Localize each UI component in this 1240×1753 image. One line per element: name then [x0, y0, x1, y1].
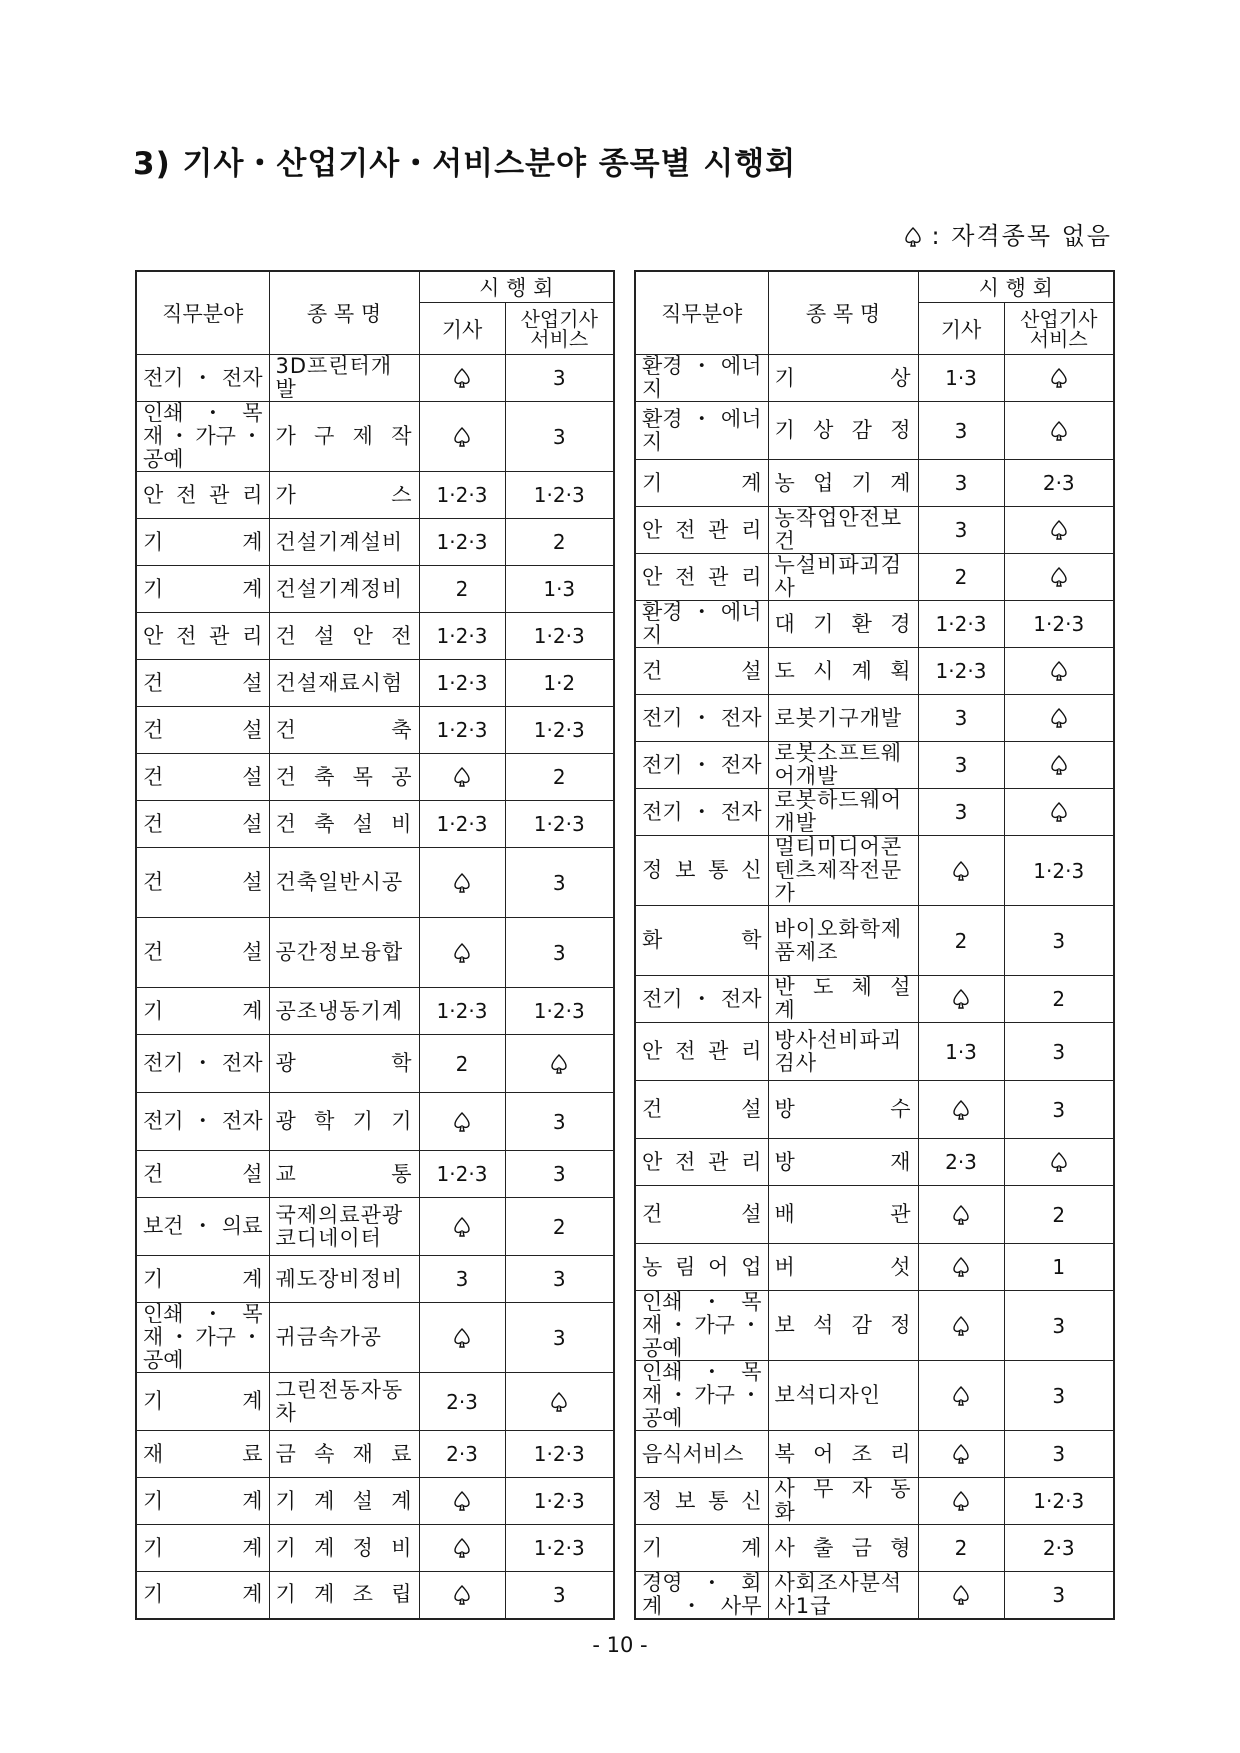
name-cell: 건 축 목 공 — [269, 754, 419, 801]
industrial-cell: 3 — [505, 918, 614, 988]
industrial-cell: 3 — [1004, 1431, 1114, 1478]
gisa-cell — [918, 1572, 1004, 1620]
spade-outline-icon — [453, 942, 471, 964]
table-row — [136, 1478, 614, 1525]
table-row — [136, 613, 614, 660]
name-cell: 궤도장비정비 — [269, 1256, 419, 1303]
industrial-cell: 1·2·3 — [505, 707, 614, 754]
name-cell: 로봇소프트웨어개발 — [768, 742, 918, 789]
spade-outline-icon — [453, 1537, 471, 1559]
name-cell: 광 학 기 기 — [269, 1093, 419, 1151]
gisa-cell: 2 — [419, 1035, 505, 1093]
gisa-cell: 2 — [918, 1525, 1004, 1572]
gisa-cell — [419, 1525, 505, 1572]
left-table-body — [136, 355, 614, 1619]
industrial-cell: 1·2·3 — [1004, 601, 1114, 648]
table-row — [136, 402, 614, 472]
industrial-cell: 1 — [1004, 1244, 1114, 1291]
table-row — [136, 918, 614, 988]
gisa-cell: 1·2·3 — [918, 648, 1004, 695]
field-cell: 전기・전자 — [635, 789, 768, 836]
name-cell: 건 설 안 전 — [269, 613, 419, 660]
field-cell: 기 계 — [136, 1256, 269, 1303]
gisa-cell: 1·2·3 — [419, 1151, 505, 1198]
gisa-cell: 1·2·3 — [419, 519, 505, 566]
table-row — [136, 801, 614, 848]
spade-outline-icon — [453, 1111, 471, 1133]
table-row — [635, 1081, 1114, 1139]
name-cell: 사 출 금 형 — [768, 1525, 918, 1572]
table-row — [635, 355, 1114, 402]
field-cell: 전기・전자 — [136, 355, 269, 402]
gisa-cell: 3 — [918, 742, 1004, 789]
industrial-cell: 3 — [1004, 906, 1114, 976]
name-cell: 멀티미디어콘텐츠제작전문가 — [768, 836, 918, 906]
gisa-cell: 2·3 — [419, 1373, 505, 1431]
spade-outline-icon — [952, 1385, 970, 1407]
spade-outline-icon — [453, 1584, 471, 1606]
industrial-cell: 2 — [1004, 976, 1114, 1023]
field-cell: 음식서비스 — [635, 1431, 768, 1478]
name-cell: 가 스 — [269, 472, 419, 519]
industrial-cell: 3 — [1004, 1291, 1114, 1361]
spade-outline-icon — [952, 860, 970, 882]
field-cell: 기 계 — [136, 519, 269, 566]
field-cell: 화 학 — [635, 906, 768, 976]
field-cell: 재 료 — [136, 1431, 269, 1478]
header-industrial-line2: 서비스 — [530, 326, 589, 351]
field-cell: 기 계 — [635, 460, 768, 507]
field-cell: 건 설 — [136, 660, 269, 707]
table-row — [635, 836, 1114, 906]
industrial-cell — [505, 1373, 614, 1431]
industrial-cell — [1004, 355, 1114, 402]
table-row — [635, 906, 1114, 976]
gisa-cell: 2 — [918, 906, 1004, 976]
field-cell: 경영・회계・사무 — [635, 1572, 768, 1620]
name-cell: 건축일반시공 — [269, 848, 419, 918]
industrial-cell: 1·3 — [505, 566, 614, 613]
field-cell: 건 설 — [136, 707, 269, 754]
gisa-cell: 1·3 — [918, 355, 1004, 402]
industrial-cell: 3 — [1004, 1572, 1114, 1620]
field-cell: 안 전 관 리 — [136, 613, 269, 660]
table-row — [136, 988, 614, 1035]
name-cell: 보 석 감 정 — [768, 1291, 918, 1361]
industrial-cell: 1·2·3 — [1004, 836, 1114, 906]
name-cell: 도 시 계 획 — [768, 648, 918, 695]
name-cell: 농작업안전보건 — [768, 507, 918, 554]
field-cell: 전기・전자 — [635, 742, 768, 789]
gisa-cell — [419, 1093, 505, 1151]
field-cell: 환경・에너지 — [635, 601, 768, 648]
field-cell: 인쇄・목재・가구・공예 — [136, 402, 269, 472]
field-cell: 인쇄・목재・가구・공예 — [136, 1303, 269, 1373]
name-cell: 대 기 환 경 — [768, 601, 918, 648]
field-cell: 기 계 — [136, 1572, 269, 1619]
gisa-cell: 2 — [918, 554, 1004, 601]
table-row — [635, 507, 1114, 554]
gisa-cell — [419, 848, 505, 918]
gisa-cell — [419, 918, 505, 988]
spade-outline-icon — [952, 1443, 970, 1465]
table-row — [635, 1525, 1114, 1572]
name-cell: 그린전동자동차 — [269, 1373, 419, 1431]
industrial-cell: 2 — [505, 519, 614, 566]
gisa-cell — [419, 1198, 505, 1256]
field-cell: 기 계 — [136, 1525, 269, 1572]
table-row — [635, 1431, 1114, 1478]
name-cell: 기 상 감 정 — [768, 402, 918, 460]
gisa-cell: 1·2·3 — [918, 601, 1004, 648]
industrial-cell: 3 — [505, 402, 614, 472]
table-row — [635, 1572, 1114, 1620]
gisa-cell: 3 — [918, 789, 1004, 836]
gisa-cell — [918, 1361, 1004, 1431]
gisa-cell — [918, 976, 1004, 1023]
table-row — [136, 1373, 614, 1431]
gisa-cell — [419, 355, 505, 402]
name-cell: 건 축 — [269, 707, 419, 754]
table-row — [635, 789, 1114, 836]
field-cell: 인쇄・목재・가구・공예 — [635, 1291, 768, 1361]
field-cell: 기 계 — [635, 1525, 768, 1572]
table-row — [635, 460, 1114, 507]
table-row — [136, 1151, 614, 1198]
name-cell: 배 관 — [768, 1186, 918, 1244]
name-cell: 건설재료시험 — [269, 660, 419, 707]
header-industrial — [505, 303, 614, 355]
table-row — [136, 660, 614, 707]
field-cell: 건 설 — [136, 801, 269, 848]
table-row — [635, 976, 1114, 1023]
industrial-cell: 1·2·3 — [505, 1478, 614, 1525]
gisa-cell — [918, 1244, 1004, 1291]
field-cell: 건 설 — [136, 918, 269, 988]
gisa-cell: 3 — [419, 1256, 505, 1303]
gisa-cell — [419, 754, 505, 801]
industrial-cell: 3 — [505, 1256, 614, 1303]
gisa-cell: 2·3 — [419, 1431, 505, 1478]
exam-table-left — [135, 270, 615, 1620]
industrial-cell — [1004, 695, 1114, 742]
name-cell: 방 재 — [768, 1139, 918, 1186]
field-cell: 건 설 — [635, 1081, 768, 1139]
field-cell: 환경・에너지 — [635, 355, 768, 402]
table-row — [635, 601, 1114, 648]
legend — [904, 216, 1112, 251]
gisa-cell — [918, 1291, 1004, 1361]
field-cell: 기 계 — [136, 566, 269, 613]
gisa-cell: 3 — [918, 695, 1004, 742]
gisa-cell — [918, 1478, 1004, 1525]
header-gisa: 기사 — [419, 303, 505, 355]
spade-outline-icon — [1050, 519, 1068, 541]
spade-outline-icon — [453, 367, 471, 389]
name-cell: 교 통 — [269, 1151, 419, 1198]
industrial-cell: 1·2·3 — [505, 988, 614, 1035]
header-industrial-line1: 산업기사 — [520, 306, 598, 331]
table-row — [136, 707, 614, 754]
industrial-cell: 3 — [1004, 1361, 1114, 1431]
spade-outline-icon — [952, 1490, 970, 1512]
name-cell: 국제의료관광코디네이터 — [269, 1198, 419, 1256]
name-cell: 건 축 설 비 — [269, 801, 419, 848]
industrial-cell: 1·2·3 — [505, 472, 614, 519]
industrial-cell — [1004, 554, 1114, 601]
gisa-cell: 1·2·3 — [419, 613, 505, 660]
industrial-cell: 2 — [1004, 1186, 1114, 1244]
field-cell: 정 보 통 신 — [635, 836, 768, 906]
industrial-cell: 1·2 — [505, 660, 614, 707]
spade-outline-icon — [1050, 566, 1068, 588]
gisa-cell: 3 — [918, 460, 1004, 507]
name-cell: 기 계 정 비 — [269, 1525, 419, 1572]
name-cell: 반 도 체 설 계 — [768, 976, 918, 1023]
industrial-cell: 1·2·3 — [505, 613, 614, 660]
table-row — [136, 355, 614, 402]
table-row — [635, 402, 1114, 460]
gisa-cell — [419, 402, 505, 472]
name-cell: 금 속 재 료 — [269, 1431, 419, 1478]
name-cell: 3D프린터개발 — [269, 355, 419, 402]
field-cell: 안 전 관 리 — [635, 507, 768, 554]
spade-outline-icon — [952, 1204, 970, 1226]
gisa-cell: 2·3 — [918, 1139, 1004, 1186]
name-cell: 기 계 조 립 — [269, 1572, 419, 1619]
industrial-cell: 3 — [1004, 1081, 1114, 1139]
name-cell: 사회조사분석사1급 — [768, 1572, 918, 1620]
industrial-cell — [505, 1035, 614, 1093]
name-cell: 공간정보융합 — [269, 918, 419, 988]
spade-outline-icon — [550, 1053, 568, 1075]
field-cell: 건 설 — [136, 754, 269, 801]
table-row — [635, 1244, 1114, 1291]
right-table-body — [635, 355, 1114, 1620]
header-exam-round: 시 행 회 — [419, 271, 614, 303]
field-cell: 전기・전자 — [635, 976, 768, 1023]
table-row — [136, 1303, 614, 1373]
field-cell: 전기・전자 — [136, 1093, 269, 1151]
spade-outline-icon — [1050, 660, 1068, 682]
section-title: 3) 기사・산업기사・서비스분야 종목별 시행회 — [133, 146, 797, 182]
spade-outline-icon — [952, 1584, 970, 1606]
gisa-cell: 1·2·3 — [419, 472, 505, 519]
table-row — [635, 742, 1114, 789]
header-exam-round: 시 행 회 — [918, 271, 1114, 303]
name-cell: 가 구 제 작 — [269, 402, 419, 472]
table-row — [635, 648, 1114, 695]
field-cell: 안 전 관 리 — [136, 472, 269, 519]
table-row — [635, 1186, 1114, 1244]
name-cell: 누설비파괴검사 — [768, 554, 918, 601]
industrial-cell — [1004, 789, 1114, 836]
field-cell: 정 보 통 신 — [635, 1478, 768, 1525]
industrial-cell: 3 — [505, 355, 614, 402]
header-industrial-line2: 서비스 — [1029, 326, 1088, 351]
spade-outline-icon — [550, 1391, 568, 1413]
industrial-cell: 3 — [505, 848, 614, 918]
field-cell: 건 설 — [635, 1186, 768, 1244]
spade-outline-icon — [1050, 707, 1068, 729]
gisa-cell: 3 — [918, 402, 1004, 460]
gisa-cell: 1·2·3 — [419, 801, 505, 848]
spade-outline-icon — [952, 1099, 970, 1121]
industrial-cell: 3 — [505, 1151, 614, 1198]
industrial-cell — [1004, 402, 1114, 460]
field-cell: 기 계 — [136, 1478, 269, 1525]
gisa-cell — [918, 1081, 1004, 1139]
header-industrial — [1004, 303, 1114, 355]
industrial-cell: 3 — [505, 1093, 614, 1151]
industrial-cell: 1·2·3 — [505, 1525, 614, 1572]
name-cell: 바이오화학제품제조 — [768, 906, 918, 976]
industrial-cell: 1·2·3 — [1004, 1478, 1114, 1525]
table-row — [136, 1525, 614, 1572]
name-cell: 광 학 — [269, 1035, 419, 1093]
gisa-cell — [918, 1186, 1004, 1244]
spade-outline-icon — [952, 988, 970, 1010]
table-row — [136, 1198, 614, 1256]
field-cell: 보건・의료 — [136, 1198, 269, 1256]
table-row — [635, 1361, 1114, 1431]
table-row — [635, 1478, 1114, 1525]
industrial-cell — [1004, 742, 1114, 789]
table-row — [635, 1139, 1114, 1186]
spade-outline-icon — [453, 1216, 471, 1238]
field-cell: 건 설 — [136, 848, 269, 918]
name-cell: 건설기계설비 — [269, 519, 419, 566]
name-cell: 로봇하드웨어개발 — [768, 789, 918, 836]
spade-outline-icon — [453, 426, 471, 448]
industrial-cell: 1·2·3 — [505, 1431, 614, 1478]
field-cell: 건 설 — [635, 648, 768, 695]
table-row — [136, 1431, 614, 1478]
header-name: 종 목 명 — [269, 271, 419, 355]
industrial-cell: 3 — [1004, 1023, 1114, 1081]
industrial-cell: 3 — [505, 1572, 614, 1619]
name-cell: 방 수 — [768, 1081, 918, 1139]
industrial-cell: 2·3 — [1004, 460, 1114, 507]
industrial-cell: 3 — [505, 1303, 614, 1373]
field-cell: 안 전 관 리 — [635, 1023, 768, 1081]
gisa-cell: 1·2·3 — [419, 660, 505, 707]
name-cell: 기 상 — [768, 355, 918, 402]
field-cell: 기 계 — [136, 988, 269, 1035]
name-cell: 방사선비파괴검사 — [768, 1023, 918, 1081]
table-row — [136, 1093, 614, 1151]
legend-text: : 자격종목 없음 — [931, 222, 1112, 250]
table-row — [136, 519, 614, 566]
page-number: - 10 - — [592, 1633, 648, 1657]
gisa-cell: 1·2·3 — [419, 988, 505, 1035]
name-cell: 로봇기구개발 — [768, 695, 918, 742]
table-row — [635, 695, 1114, 742]
field-cell: 농 림 어 업 — [635, 1244, 768, 1291]
industrial-cell — [1004, 648, 1114, 695]
name-cell: 기 계 설 계 — [269, 1478, 419, 1525]
gisa-cell: 1·3 — [918, 1023, 1004, 1081]
table-row — [136, 1256, 614, 1303]
table-row — [136, 472, 614, 519]
header-field: 직무분야 — [136, 271, 269, 355]
table-row — [635, 1291, 1114, 1361]
industrial-cell — [1004, 1139, 1114, 1186]
spade-outline-icon — [1050, 754, 1068, 776]
spade-outline-icon — [952, 1315, 970, 1337]
spade-outline-icon — [453, 1327, 471, 1349]
industrial-cell: 2 — [505, 1198, 614, 1256]
spade-outline-icon — [453, 766, 471, 788]
name-cell: 귀금속가공 — [269, 1303, 419, 1373]
field-cell: 전기・전자 — [635, 695, 768, 742]
field-cell: 안 전 관 리 — [635, 1139, 768, 1186]
industrial-cell: 1·2·3 — [505, 801, 614, 848]
table-row — [635, 1023, 1114, 1081]
field-cell: 전기・전자 — [136, 1035, 269, 1093]
name-cell: 사 무 자 동 화 — [768, 1478, 918, 1525]
gisa-cell — [918, 836, 1004, 906]
field-cell: 안 전 관 리 — [635, 554, 768, 601]
spade-outline-icon — [952, 1256, 970, 1278]
table-row — [136, 754, 614, 801]
spade-outline-icon — [1050, 801, 1068, 823]
header-field: 직무분야 — [635, 271, 768, 355]
exam-table-right — [634, 270, 1115, 1620]
name-cell: 복 어 조 리 — [768, 1431, 918, 1478]
name-cell: 농 업 기 계 — [768, 460, 918, 507]
spade-outline-icon — [453, 1490, 471, 1512]
field-cell: 기 계 — [136, 1373, 269, 1431]
table-row — [136, 1035, 614, 1093]
industrial-cell: 2 — [505, 754, 614, 801]
gisa-cell: 3 — [918, 507, 1004, 554]
spade-outline-icon — [453, 872, 471, 894]
gisa-cell: 1·2·3 — [419, 707, 505, 754]
field-cell: 건 설 — [136, 1151, 269, 1198]
table-row — [136, 1572, 614, 1619]
name-cell: 건설기계정비 — [269, 566, 419, 613]
name-cell: 공조냉동기계 — [269, 988, 419, 1035]
field-cell: 인쇄・목재・가구・공예 — [635, 1361, 768, 1431]
gisa-cell: 2 — [419, 566, 505, 613]
header-industrial-line1: 산업기사 — [1020, 306, 1098, 331]
industrial-cell: 2·3 — [1004, 1525, 1114, 1572]
table-row — [635, 554, 1114, 601]
name-cell: 버 섯 — [768, 1244, 918, 1291]
spade-outline-icon — [1050, 420, 1068, 442]
header-name: 종 목 명 — [768, 271, 918, 355]
gisa-cell — [419, 1478, 505, 1525]
name-cell: 보석디자인 — [768, 1361, 918, 1431]
table-row — [136, 566, 614, 613]
gisa-cell — [419, 1572, 505, 1619]
table-row — [136, 848, 614, 918]
gisa-cell — [918, 1431, 1004, 1478]
gisa-cell — [419, 1303, 505, 1373]
spade-outline-icon — [904, 226, 922, 248]
industrial-cell — [1004, 507, 1114, 554]
field-cell: 환경・에너지 — [635, 402, 768, 460]
header-gisa: 기사 — [918, 303, 1004, 355]
spade-outline-icon — [1050, 1151, 1068, 1173]
spade-outline-icon — [1050, 367, 1068, 389]
